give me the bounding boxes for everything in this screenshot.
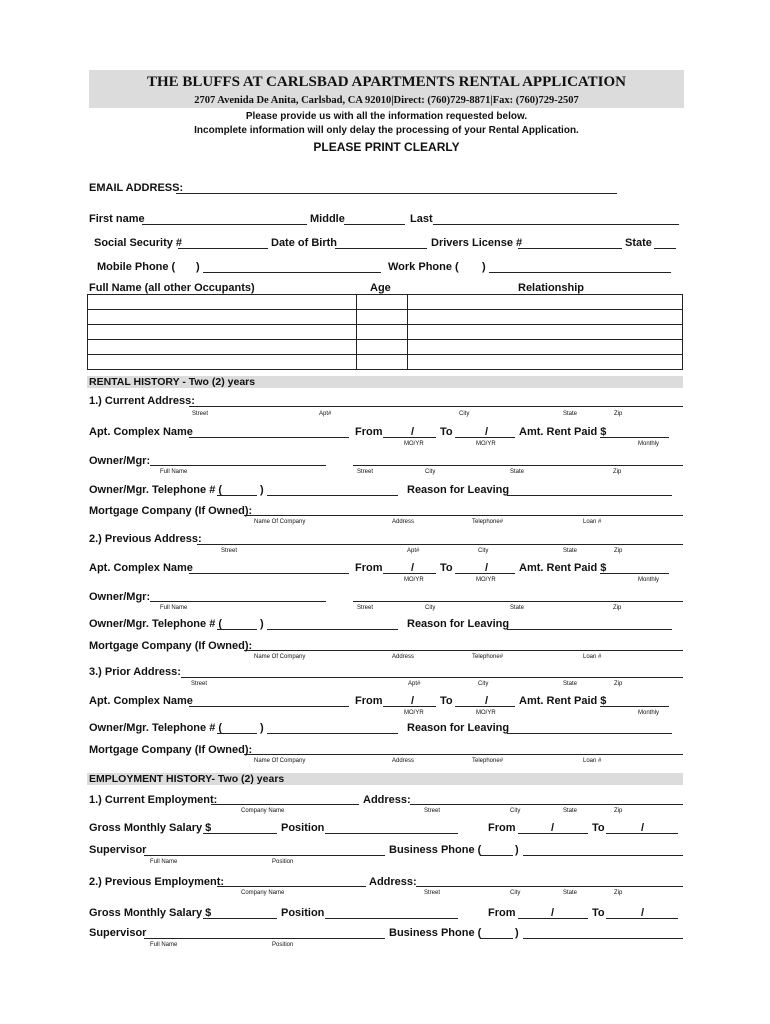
- occupant-name-cell[interactable]: [88, 310, 357, 325]
- first-name-label: First name: [89, 213, 145, 225]
- position-label: Position: [281, 822, 325, 834]
- business-phone-paren: ): [515, 844, 519, 856]
- position-field[interactable]: [325, 833, 458, 834]
- table-row: [88, 340, 683, 355]
- reason-leaving-field[interactable]: [507, 495, 672, 496]
- caption-moyr: MO/YR: [404, 710, 424, 716]
- caption-street: Street: [192, 411, 209, 417]
- from-label: From: [355, 426, 383, 438]
- apt-complex-field[interactable]: [189, 437, 349, 438]
- employer-address-field[interactable]: [410, 804, 683, 805]
- caption-zip: Zip: [614, 548, 623, 554]
- caption-city: City: [425, 605, 436, 611]
- caption-street: Street: [357, 469, 374, 475]
- occupant-name-cell[interactable]: [88, 355, 357, 370]
- caption-full-name: Full Name: [160, 605, 188, 611]
- occupant-age-cell[interactable]: [357, 340, 408, 355]
- owner-tel-label: Owner/Mgr. Telephone # (: [89, 484, 223, 496]
- amt-rent-field[interactable]: [600, 437, 669, 438]
- emp-to-label: To: [592, 822, 605, 834]
- to-slash: /: [485, 426, 489, 438]
- reason-leaving-field[interactable]: [507, 733, 672, 734]
- owner-tel-label: Owner/Mgr. Telephone # (: [89, 722, 223, 734]
- work-phone-field[interactable]: [489, 272, 671, 273]
- owner-tel-area-field[interactable]: [217, 629, 257, 630]
- caption-city: City: [478, 681, 489, 687]
- owner-mgr-address-field[interactable]: [353, 601, 683, 602]
- caption-moyr: MO/YR: [404, 577, 424, 583]
- caption-city: City: [459, 411, 470, 417]
- supervisor-label: Supervisor: [89, 844, 147, 856]
- employment-history-title: EMPLOYMENT HISTORY- Two (2) years: [89, 773, 285, 785]
- caption-street: Street: [221, 548, 238, 554]
- amt-rent-label: Amt. Rent Paid $: [519, 562, 607, 574]
- caption-city: City: [510, 890, 521, 896]
- caption-company: Name Of Company: [254, 519, 306, 525]
- last-name-label: Last: [410, 213, 433, 225]
- occupants-table: [87, 294, 683, 370]
- amt-rent-field[interactable]: [600, 573, 669, 574]
- owner-tel-label: Owner/Mgr. Telephone # (: [89, 618, 223, 630]
- mobile-phone-field[interactable]: [203, 272, 381, 273]
- owner-tel-paren: ): [260, 484, 264, 496]
- middle-name-field[interactable]: [344, 224, 405, 225]
- caption-loan: Loan #: [583, 654, 602, 660]
- caption-company: Name Of Company: [254, 654, 306, 660]
- owner-tel-field[interactable]: [267, 629, 398, 630]
- occupant-age-cell[interactable]: [357, 325, 408, 340]
- property-address: 2707 Avenida De Anita, Carlsbad, CA 92010|Direct: (760)729-8871|Fax: (760)729-2507: [194, 95, 579, 106]
- occupant-name-cell[interactable]: [88, 325, 357, 340]
- occupants-relationship-header: Relationship: [518, 282, 585, 294]
- to-label: To: [440, 562, 453, 574]
- caption-street: Street: [424, 890, 441, 896]
- caption-state: State: [563, 890, 578, 896]
- work-phone-label: Work Phone (: [388, 261, 459, 273]
- previous-address-label: 2.) Previous Address:: [89, 533, 202, 545]
- caption-full-name: Full Name: [150, 942, 178, 948]
- table-row: [88, 355, 683, 370]
- from-slash: /: [411, 562, 415, 574]
- dl-state-label: State: [625, 237, 652, 249]
- mortgage-field[interactable]: [244, 754, 683, 755]
- caption-position: Position: [272, 942, 294, 948]
- to-label: To: [440, 695, 453, 707]
- reason-leaving-label: Reason for Leaving: [407, 484, 510, 496]
- dob-label: Date of Birth: [271, 237, 337, 249]
- caption-position: Position: [272, 859, 294, 865]
- caption-company: Name Of Company: [254, 758, 306, 764]
- to-label: To: [440, 426, 453, 438]
- apt-complex-label: Apt. Complex Name: [89, 562, 193, 574]
- ssn-field[interactable]: [178, 248, 268, 249]
- owner-mgr-label: Owner/Mgr:: [89, 591, 151, 603]
- caption-monthly: Monthly: [638, 441, 660, 447]
- from-label: From: [355, 562, 383, 574]
- occupant-name-cell[interactable]: [88, 340, 357, 355]
- drivers-license-label: Drivers License #: [431, 237, 523, 249]
- prior-address-field[interactable]: [181, 677, 683, 678]
- supervisor-field[interactable]: [144, 938, 385, 939]
- caption-street: Street: [191, 681, 208, 687]
- caption-street: Street: [357, 605, 374, 611]
- position-field[interactable]: [325, 918, 458, 919]
- from-slash: /: [411, 695, 415, 707]
- reason-leaving-label: Reason for Leaving: [407, 722, 510, 734]
- caption-address: Address: [392, 654, 415, 660]
- caption-loan: Loan #: [583, 519, 602, 525]
- caption-full-name: Full Name: [150, 859, 178, 865]
- prior-address-label: 3.) Prior Address:: [89, 666, 181, 678]
- dl-state-field[interactable]: [654, 248, 676, 249]
- business-phone-field[interactable]: [523, 938, 683, 939]
- email-field[interactable]: [176, 193, 617, 194]
- caption-city: City: [510, 808, 521, 814]
- to-slash: /: [485, 695, 489, 707]
- caption-loan: Loan #: [583, 758, 602, 764]
- owner-tel-area-field[interactable]: [217, 495, 257, 496]
- emp-from-slash: /: [551, 907, 555, 919]
- dob-field[interactable]: [335, 248, 427, 249]
- position-label: Position: [281, 907, 325, 919]
- reason-leaving-field[interactable]: [507, 629, 672, 630]
- emp-from-label: From: [488, 822, 516, 834]
- caption-state: State: [563, 808, 578, 814]
- business-phone-area-field[interactable]: [480, 855, 513, 856]
- caption-address: Address: [392, 519, 415, 525]
- business-phone-paren: ): [515, 927, 519, 939]
- occupant-relationship-cell[interactable]: [408, 295, 683, 310]
- caption-telephone: Telephone#: [472, 519, 504, 525]
- owner-mgr-name-field[interactable]: [150, 601, 326, 602]
- print-clearly-notice: PLEASE PRINT CLEARLY: [313, 140, 460, 154]
- caption-monthly: Monthly: [638, 710, 660, 716]
- mortgage-field[interactable]: [244, 515, 683, 516]
- owner-tel-field[interactable]: [267, 495, 398, 496]
- first-name-field[interactable]: [142, 224, 307, 225]
- supervisor-field[interactable]: [144, 855, 385, 856]
- apt-complex-field[interactable]: [189, 706, 349, 707]
- from-label: From: [355, 695, 383, 707]
- emp-from-slash: /: [551, 822, 555, 834]
- current-employment-label: 1.) Current Employment:: [89, 794, 218, 806]
- caption-company-name: Company Name: [241, 808, 285, 814]
- mobile-phone-label: Mobile Phone (: [97, 261, 176, 273]
- mortgage-label: Mortgage Company (If Owned):: [89, 640, 253, 652]
- caption-address: Address: [392, 758, 415, 764]
- occupants-age-header: Age: [370, 282, 391, 294]
- business-phone-field[interactable]: [523, 855, 683, 856]
- caption-apt: Apt#: [408, 681, 421, 687]
- caption-street: Street: [424, 808, 441, 814]
- business-phone-label: Business Phone (: [389, 844, 482, 856]
- previous-employment-label: 2.) Previous Employment:: [89, 876, 225, 888]
- table-row: [88, 325, 683, 340]
- owner-mgr-name-field[interactable]: [150, 465, 326, 466]
- caption-state: State: [563, 681, 578, 687]
- caption-city: City: [478, 548, 489, 554]
- caption-monthly: Monthly: [638, 577, 660, 583]
- caption-telephone: Telephone#: [472, 654, 504, 660]
- apt-complex-label: Apt. Complex Name: [89, 426, 193, 438]
- previous-employer-field[interactable]: [217, 886, 366, 887]
- caption-telephone: Telephone#: [472, 758, 504, 764]
- supervisor-label: Supervisor: [89, 927, 147, 939]
- caption-zip: Zip: [614, 890, 623, 896]
- emp-to-label: To: [592, 907, 605, 919]
- work-paren-close: ): [482, 261, 486, 273]
- table-row: [88, 295, 683, 310]
- salary-field[interactable]: [203, 918, 277, 919]
- occupant-age-cell[interactable]: [357, 310, 408, 325]
- employer-address-label: Address:: [369, 876, 417, 888]
- occupant-relationship-cell[interactable]: [408, 325, 683, 340]
- owner-tel-paren: ): [260, 722, 264, 734]
- rental-history-title: RENTAL HISTORY - Two (2) years: [89, 376, 256, 388]
- occupant-name-cell[interactable]: [88, 295, 357, 310]
- caption-state: State: [563, 411, 578, 417]
- business-phone-area-field[interactable]: [480, 938, 513, 939]
- occupant-age-cell[interactable]: [357, 295, 408, 310]
- employer-address-field[interactable]: [416, 886, 683, 887]
- caption-moyr: MO/YR: [404, 441, 424, 447]
- caption-state: State: [510, 605, 525, 611]
- email-label: EMAIL ADDRESS:: [89, 182, 184, 194]
- caption-company-name: Company Name: [241, 890, 285, 896]
- caption-city: City: [425, 469, 436, 475]
- owner-tel-paren: ): [260, 618, 264, 630]
- business-phone-label: Business Phone (: [389, 927, 482, 939]
- instruction-provide-info: Please provide us with all the information requested below.: [245, 111, 528, 122]
- current-address-field[interactable]: [189, 406, 683, 407]
- mortgage-label: Mortgage Company (If Owned):: [89, 744, 253, 756]
- amt-rent-field[interactable]: [600, 706, 669, 707]
- apt-complex-field[interactable]: [189, 573, 349, 574]
- ssn-label: Social Security #: [94, 237, 183, 249]
- reason-leaving-label: Reason for Leaving: [407, 618, 510, 630]
- caption-zip: Zip: [613, 605, 622, 611]
- occupant-relationship-cell[interactable]: [408, 355, 683, 370]
- caption-moyr: MO/YR: [476, 710, 496, 716]
- occupant-relationship-cell[interactable]: [408, 340, 683, 355]
- mortgage-field[interactable]: [244, 650, 683, 651]
- caption-full-name: Full Name: [160, 469, 188, 475]
- caption-moyr: MO/YR: [476, 577, 496, 583]
- to-slash: /: [485, 562, 489, 574]
- caption-state: State: [510, 469, 525, 475]
- drivers-license-field[interactable]: [518, 248, 622, 249]
- salary-field[interactable]: [203, 833, 277, 834]
- owner-tel-field[interactable]: [267, 733, 398, 734]
- emp-to-slash: /: [641, 822, 645, 834]
- mobile-paren-close: ): [196, 261, 200, 273]
- occupants-name-header: Full Name (all other Occupants): [89, 282, 255, 294]
- owner-mgr-address-field[interactable]: [353, 465, 683, 466]
- previous-address-field[interactable]: [197, 544, 683, 545]
- caption-apt: Apt#: [407, 548, 420, 554]
- from-date-field[interactable]: [383, 706, 436, 707]
- mortgage-label: Mortgage Company (If Owned):: [89, 505, 253, 517]
- caption-state: State: [563, 548, 578, 554]
- from-date-field[interactable]: [383, 437, 436, 438]
- last-name-field[interactable]: [433, 224, 679, 225]
- caption-zip: Zip: [614, 681, 623, 687]
- current-employer-field[interactable]: [211, 804, 359, 805]
- salary-label: Gross Monthly Salary $: [89, 822, 212, 834]
- caption-apt: Apt#: [319, 411, 332, 417]
- caption-zip: Zip: [614, 808, 623, 814]
- instruction-incomplete: Incomplete information will only delay the processing of your Rental Application.: [194, 125, 579, 136]
- from-slash: /: [411, 426, 415, 438]
- amt-rent-label: Amt. Rent Paid $: [519, 695, 607, 707]
- emp-from-label: From: [488, 907, 516, 919]
- apt-complex-label: Apt. Complex Name: [89, 695, 193, 707]
- from-date-field[interactable]: [383, 573, 436, 574]
- caption-zip: Zip: [614, 411, 623, 417]
- table-row: [88, 310, 683, 325]
- caption-zip: Zip: [613, 469, 622, 475]
- owner-mgr-label: Owner/Mgr:: [89, 455, 151, 467]
- salary-label: Gross Monthly Salary $: [89, 907, 212, 919]
- employer-address-label: Address:: [363, 794, 411, 806]
- amt-rent-label: Amt. Rent Paid $: [519, 426, 607, 438]
- caption-moyr: MO/YR: [476, 441, 496, 447]
- current-address-label: 1.) Current Address:: [89, 395, 195, 407]
- emp-to-slash: /: [641, 907, 645, 919]
- form-title: THE BLUFFS AT CARLSBAD APARTMENTS RENTAL APPLICATION: [146, 74, 626, 90]
- middle-label: Middle: [310, 213, 345, 225]
- occupant-age-cell[interactable]: [357, 355, 408, 370]
- occupant-relationship-cell[interactable]: [408, 310, 683, 325]
- owner-tel-area-field[interactable]: [217, 733, 257, 734]
